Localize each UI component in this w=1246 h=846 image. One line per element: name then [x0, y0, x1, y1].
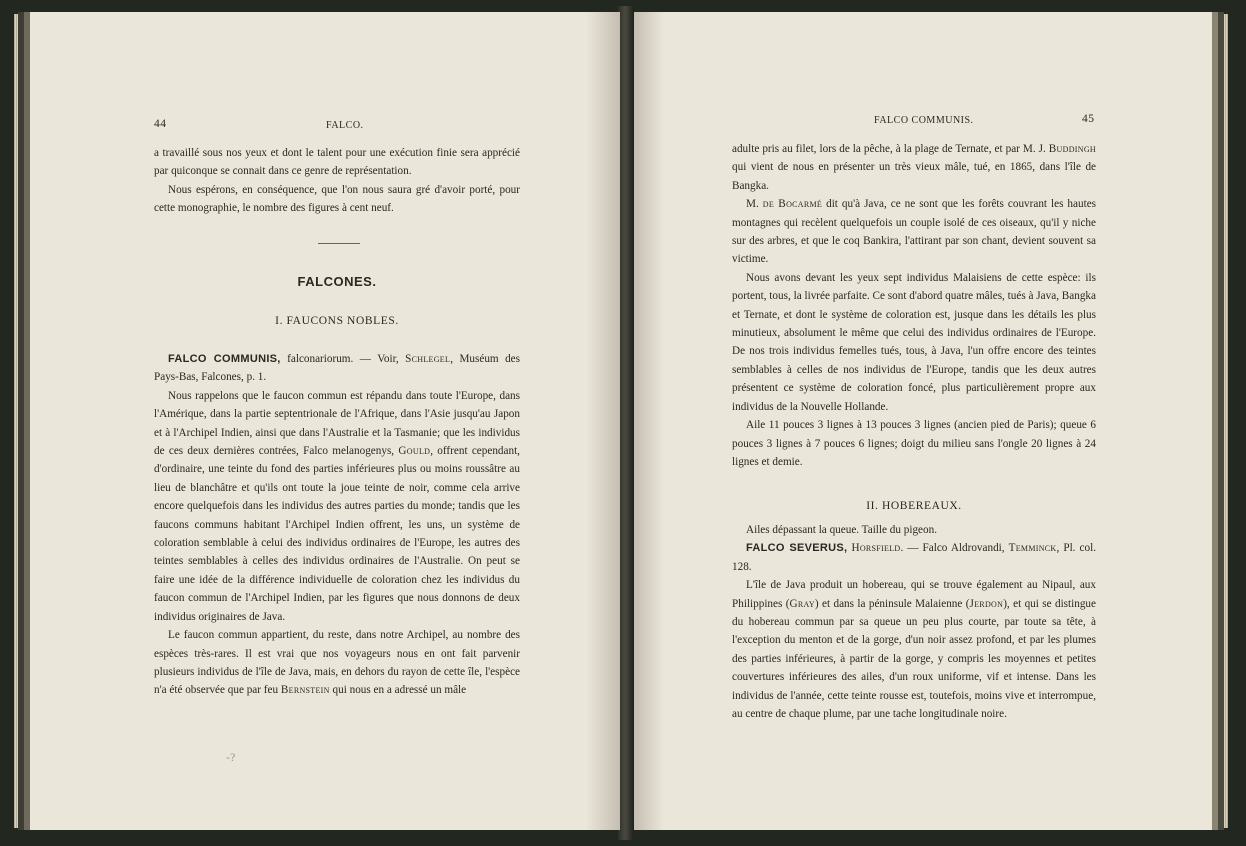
paragraph-text: dit qu'à Java, ce ne sont que les forêts couvrant les hautes montagnes qui recèlent quelquefois un couple isolé de ces oiseaux, qu'il y niche sur des arbres, et que le coq Bankira, l'attirant par son chant, devient souvent sa victime.: [732, 198, 1097, 266]
paragraph-text: Le faucon commun appartient, du reste, dans notre Archipel, au nombre des espèces très-rares. Il est vrai que nos voyageurs nous en ont fait parvenir plusieurs individus de l'île de Java, mais, en dehors du rayon de cette île, l'espèce n'a été observée que par feu: [154, 629, 520, 697]
intro-paragraph-2: Nous espérons, en conséquence, que l'on nous saura gré d'avoir porté, pour cette monographie, le nombre des figures à cent neuf.: [154, 183, 520, 215]
paragraph-text: , offrent cependant, d'ordinaire, une teinte du fond des parties inférieures plus ou moins roussâtre au lieu de blanchâtre et qu'ils ont toute la joue teinte de noir, comme cela arrive encore quelquefois dans les individus des autres parties du monde; tandis que les faucons communs habitant l'Archipel Indien offrent, les uns, un système de coloration semblable à celui des individus ordinaires de l'Europe, les autres des teintes semblables à celles des individus ordinaires de l'Australie. On peut se faire une idée de la différence individuelle de coloration chez les individus du faucon commun de l'Archipel Indien, par les figures que nous donnons de deux individus originaires de Java.: [154, 445, 520, 623]
right-page: [634, 12, 1212, 830]
body-paragraph-measurements: Aile 11 pouces 3 lignes à 13 pouces 3 lignes (ancien pied de Paris); queue 6 pouces 3 lignes à 7 pouces 6 lignes; doigt du milieu sans l'ongle 20 lignes à 24 lignes et demie.: [732, 419, 1096, 468]
paragraph-text: M.: [746, 198, 763, 211]
running-head-right: FALCO COMMUNIS.: [874, 115, 974, 126]
section-title-faucons-nobles: I. FAUCONS NOBLES.: [275, 315, 399, 327]
right-lower-text: [732, 521, 1096, 723]
species-name: FALCO SEVERUS,: [746, 542, 848, 555]
paragraph-text: . — Falco Aldrovandi,: [900, 542, 1009, 555]
paragraph-text: qui nous en a adressé un mâle: [329, 684, 467, 697]
left-page-edges: [14, 14, 30, 828]
body-paragraph-2: [154, 626, 520, 700]
intro-text: [154, 144, 520, 218]
species-name: FALCO COMMUNIS,: [168, 353, 281, 365]
author-name: Gould: [398, 445, 431, 458]
species-text: , Muséum des Pays-Bas, Falcones, p. 1.: [154, 353, 520, 384]
author-name: de Bocarmé: [762, 198, 823, 211]
author-name: Bernstein: [280, 684, 330, 697]
paragraph-text: ), et qui se distingue du hobereau commun par sa queue un peu plus courte, par toute sa tête, à l'exception du menton et de la gorge, d'un noir assez profond, et par les plumes des parties inférieures, à partir de la gorge, y compris les moyennes et petites couvertures inférieures des ailes, d'un roux uniforme, vif et intense. Dans les individus de l'année, cette teinte rousse est, toutefois, moins vive et interrompue, au centre de chaque plume, par une tache longitudinale noire.: [732, 597, 1096, 721]
author-name: Schlegel: [405, 353, 451, 365]
section-title-hobereaux: II. HOBEREAUX.: [866, 500, 962, 512]
species-text: falconariorum. — Voir,: [280, 353, 406, 365]
author-name: Temminck: [1008, 542, 1057, 555]
right-page-edges: [1212, 14, 1228, 828]
book-spine: [618, 6, 634, 840]
page-number-left: 44: [154, 118, 167, 130]
paragraph-text: Nous rappelons que le faucon commun est répandu dans toute l'Europe, dans l'Amérique, dans la partie septentrionale de l'Afrique, dans l'Asie jusqu'au Japon et à l'Archipel Indien, ainsi que dans l'Australie et la Tasmanie; que les individus de ces deux dernières contrées, Falco melanogenys,: [154, 389, 520, 458]
paragraph-text: ) et dans la péninsule Malaienne (: [814, 597, 970, 610]
separator-rule: [318, 243, 360, 244]
foot-mark: -?: [226, 750, 236, 764]
heading-falcones: FALCONES.: [297, 274, 377, 289]
body-paragraph-wings: Ailes dépassant la queue. Taille du pigeon.: [746, 524, 938, 536]
left-page: [30, 12, 620, 830]
right-upper-text: [732, 140, 1096, 471]
paragraph-text: qui vient de nous en présenter un très vieux mâle, tué, en 1865, dans l'île de Bangka.: [732, 161, 1096, 192]
body-paragraph-bocarme: [732, 195, 1096, 269]
paragraph-text: adulte pris au filet, lors de la pêche, à la plage de Ternate, et par M. J.: [732, 143, 1049, 155]
body-paragraph-1: [154, 387, 520, 626]
author-name: Jerdon: [969, 597, 1004, 610]
species-entry-falco-communis: [154, 350, 520, 387]
running-head-left: FALCO.: [326, 120, 364, 131]
author-name: Horsfield: [851, 542, 901, 555]
intro-paragraph-1: a travaillé sous nos yeux et dont le talent pour une exécution finie sera apprécié par quiconque se connait dans ce genre de représentation.: [154, 147, 520, 178]
body-paragraph-java-hobereau: [732, 576, 1096, 723]
body-paragraph-continued: [732, 140, 1096, 195]
paragraph-text: L'île de Java produit un hobereau, qui se trouve également au Nipaul, aux Philippines (: [732, 579, 1096, 610]
falco-communis-text: [154, 350, 520, 700]
author-name: Gray: [789, 597, 815, 610]
author-name: Buddingh: [1048, 143, 1096, 155]
body-paragraph-individuals: Nous avons devant les yeux sept individus Malaisiens de cette espèce: ils portent, tous, la livrée parfaite. Ce sont d'abord quatre mâles, tués à Java, Bangka et Ternate, et dont le système de coloration est, jusque dans les détails les plus minutieux, absolument le même que celui des individus ordinaires de l'Europe. De nos trois individus femelles tués, tous, à Java, l'un offre encore des teintes semblables à celles de nos individus de l'Europe, tandis que les deux autres présentent ce système de coloration foncé, plus particulièrement propre aux individus de la Nouvelle Hollande.: [732, 271, 1096, 413]
species-entry-falco-severus: [732, 539, 1096, 576]
page-number-right: 45: [1082, 113, 1095, 125]
paragraph-text: , Pl. col. 128.: [732, 542, 1096, 573]
